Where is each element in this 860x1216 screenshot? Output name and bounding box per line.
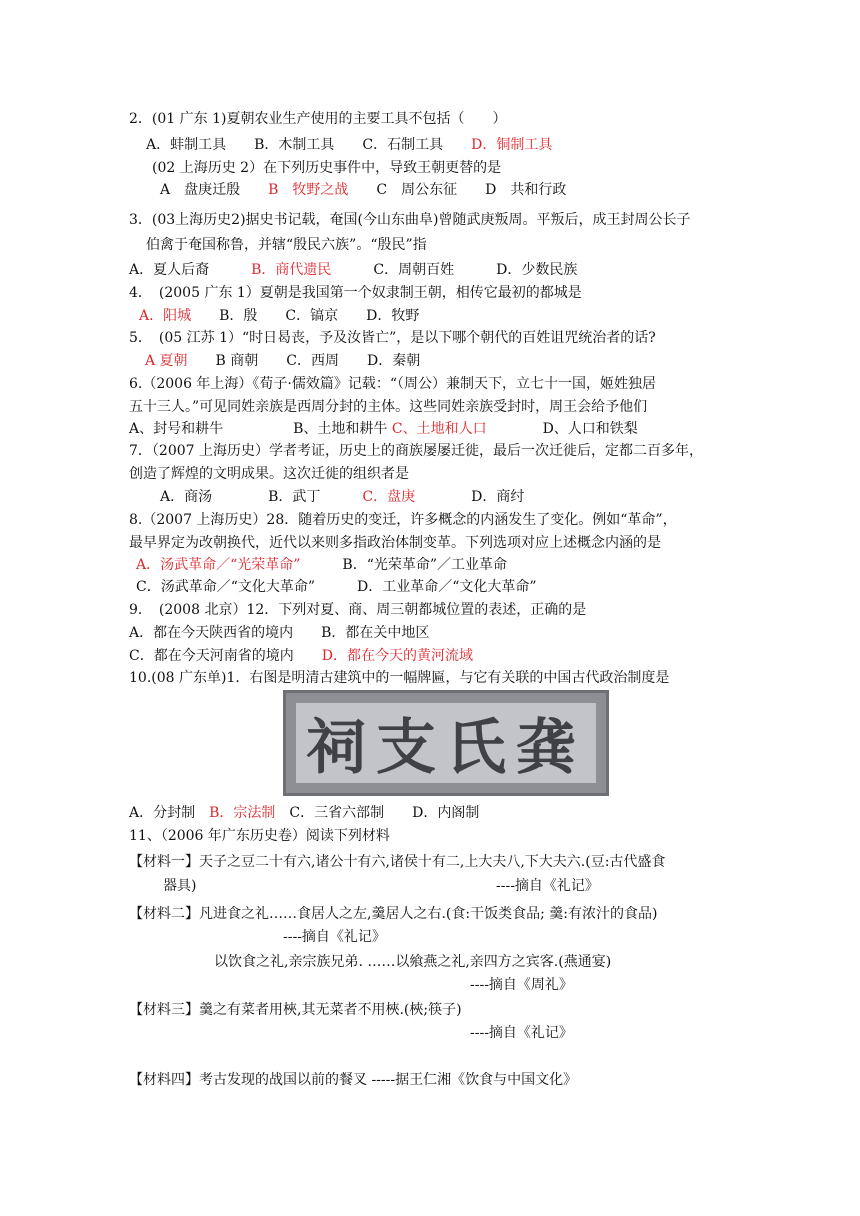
material-2-source-1: ----摘自《礼记》	[283, 929, 386, 945]
q2-answer: D．铜制工具	[471, 137, 553, 153]
q2b-answer: B 牧野之战	[268, 182, 349, 198]
q5-stem: 5． (05 江苏 1）“时日曷丧，予及汝皆亡”，是以下哪个朝代的百姓诅咒统治者的话?	[129, 330, 656, 346]
q3-stem-line2: 伯禽于奄国称鲁，并辖“殷民六族”。“殷民”指	[146, 237, 427, 253]
material-2-text-2: 以饮食之礼,亲宗族兄弟. ……以飨燕之礼,亲四方之宾客.(燕通宴)	[214, 954, 612, 970]
q9-options-cd	[129, 646, 473, 666]
q4-options	[139, 306, 419, 326]
q6-stem-line1: 6.（2006 年上海）《荀子·儒效篇》记载：“（周公）兼制天下，立七十一国，姬姓独居	[129, 376, 657, 392]
q4-options-rest: B．殷 C．镐京 D．牧野	[191, 308, 420, 324]
q7-option-d: D．商纣	[415, 489, 525, 505]
q7-options-ab: A．商汤 B．武丁	[160, 489, 363, 505]
q8-options-ab	[136, 555, 507, 575]
q9-answer: D．都在今天的黄河流域	[321, 648, 473, 664]
q3-option-a: A．夏人后裔	[129, 262, 252, 278]
q6-answer: C、土地和人口	[391, 421, 487, 437]
q10-stem: 10.(08 广东单)1．右图是明清古建筑中的一幅牌匾，与它有关联的中国古代政治制度是	[129, 670, 670, 686]
q3-answer: B．商代遗民	[251, 262, 332, 278]
material-2-text: 【材料二】凡进食之礼……食居人之左,羹居人之右.(食:干饭类食品; 羹:有浓汁的食品)	[129, 906, 658, 922]
q2-options-abc: A．蚌制工具 B．木制工具 C．石制工具	[146, 137, 472, 153]
plaque-inscription: 祠支氏龚	[306, 713, 586, 783]
q6-options	[129, 419, 638, 439]
q10-options-rest: C．三省六部制 D．内阁制	[275, 805, 480, 821]
q10-options	[129, 803, 479, 823]
q5-options-rest: B 商朝 C．西周 D．秦朝	[187, 353, 421, 369]
q4-answer: A．阳城	[139, 308, 192, 324]
q4-stem: 4． (2005 广东 1）夏朝是我国第一个奴隶制王朝，相传它最初的都城是	[129, 285, 582, 301]
q7-options	[160, 487, 524, 507]
q9-options-ab: A．都在今天陕西省的境内 B．都在关中地区	[129, 625, 430, 641]
material-2-source-2: ----摘自《周礼》	[470, 977, 573, 993]
q6-option-d: D、人口和铁梨	[486, 421, 638, 437]
q9-option-c: C．都在今天河南省的境内	[129, 648, 322, 664]
q2-options	[146, 135, 552, 155]
q6-stem-line2: 五十三人。”可见同姓亲族是西周分封的主体。这些同姓亲族受封时，周王会给予他们	[129, 399, 648, 415]
q6-options-ab: A、封号和耕牛 B、土地和耕牛	[129, 421, 392, 437]
material-3-source: ----摘自《礼记》	[470, 1025, 573, 1041]
q10-answer: B．宗法制	[209, 805, 276, 821]
q2b-options-cd: C 周公东征 D 共和行政	[348, 182, 567, 198]
q8-option-b: B．“光荣革命”／工业革命	[300, 557, 508, 573]
q7-stem-line2: 创造了辉煌的文明成果。这次迁徙的组织者是	[129, 466, 409, 482]
plaque-image	[283, 690, 609, 796]
q11-stem: 11、（2006 年广东历史卷）阅读下列材料	[129, 828, 390, 844]
q2b-option-a: A 盘庚迁殷	[160, 182, 269, 198]
q3-options-cd: C．周朝百姓 D．少数民族	[331, 262, 578, 278]
material-4-text: 【材料四】考古发现的战国以前的餐叉 -----据王仁湘《饮食与中国文化》	[129, 1072, 578, 1088]
q5-options	[145, 351, 420, 371]
q10-option-a: A．分封制	[129, 805, 210, 821]
material-3-text: 【材料三】羹之有菜者用梜,其无菜者不用梜.(梜;筷子)	[129, 1002, 462, 1018]
q7-stem-line1: 7．（2007 上海历史）学者考证，历史上的商族屡屡迁徙，最后一次迁徙后，定都二百多年，	[129, 443, 703, 459]
q5-answer: A 夏朝	[145, 353, 188, 369]
material-1-text-cont: 器具)	[163, 878, 197, 894]
q3-options	[129, 260, 577, 280]
q7-answer: C．盘庚	[362, 489, 416, 505]
q8-stem-line2: 最早界定为改朝换代，近代以来则多指政治体制变革。下列选项对应上述概念内涵的是	[129, 535, 661, 551]
q2b-stem: (02 上海历史 2）在下列历史事件中，导致王朝更替的是	[152, 160, 502, 176]
q2-stem: 2．(01 广东 1)夏朝农业生产使用的主要工具不包括（ ）	[129, 111, 507, 127]
q9-stem: 9． (2008 北京）12．下列对夏、商、周三朝都城位置的表述，正确的是	[129, 602, 587, 618]
q8-answer: A．汤武革命／“光荣革命”	[136, 557, 301, 573]
material-1-source: ----摘自《礼记》	[496, 878, 599, 894]
material-1-text: 【材料一】天子之豆二十有六,诸公十有六,诸侯十有二,上大夫八,下大夫六.(豆:古代盛食	[129, 854, 666, 870]
q8-stem-line1: 8.（2007 上海历史）28．随着历史的变迁，许多概念的内涵发生了变化。例如“革命”，	[129, 512, 677, 528]
q3-stem-line1: 3．(03上海历史2)据史书记载，奄国(今山东曲阜)曾随武庚叛周。平叛后，成王封周公长子	[129, 212, 691, 228]
q8-options-cd: C．汤武革命／“文化大革命” D．工业革命／“文化大革命”	[136, 579, 537, 595]
q2b-options	[160, 180, 566, 200]
plaque-board	[296, 703, 596, 783]
